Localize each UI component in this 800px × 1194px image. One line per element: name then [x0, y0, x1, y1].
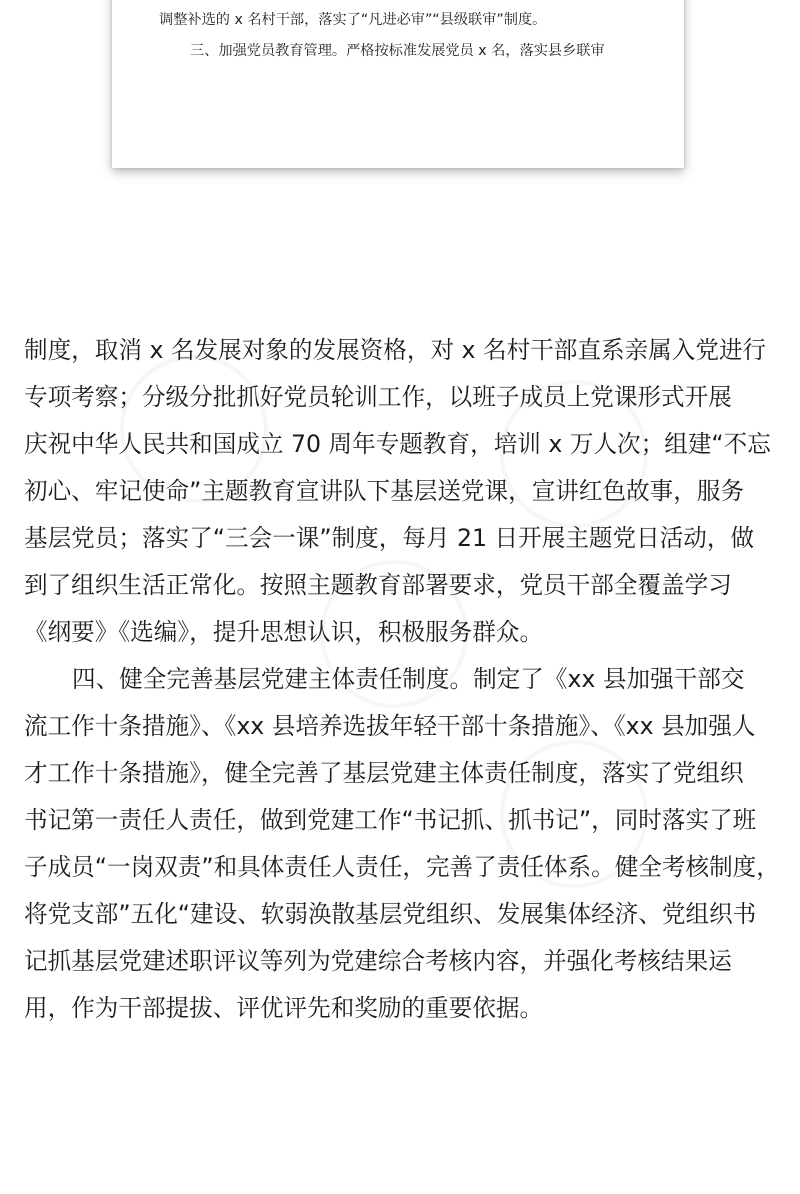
body-text-line: 用，作为干部提拔、评优评先和奖励的重要依据。	[24, 994, 544, 1022]
body-text-line: 记抓基层党建述职评议等列为党建综合考核内容，并强化考核结果运	[24, 947, 732, 975]
body-text-line: 子成员“一岗双责”和具体责任人责任，完善了责任体系。健全考核制度，	[24, 853, 780, 881]
document-body	[24, 327, 784, 1032]
body-text-line: 《纲要》《选编》，提升思想认识，积极服务群众。	[24, 618, 544, 646]
section-heading-line: 四、健全完善基层党建主体责任制度。制定了《xx 县加强干部交	[72, 665, 745, 693]
body-text-line: 基层党员；落实了“三会一课”制度，每月 21 日开展主题党日活动，做	[24, 524, 755, 552]
body-text-line: 庆祝中华人民共和国成立 70 周年专题教育，培训 x 万人次；组建“不忘	[24, 430, 771, 458]
body-text-line: 才工作十条措施》，健全完善了基层党建主体责任制度，落实了党组织	[24, 759, 744, 787]
body-text-line: 流工作十条措施》、《xx 县培养选拔年轻干部十条措施》、《xx 县加强人	[24, 712, 756, 740]
preview-section-heading-line: 三、加强党员教育管理。严格按标准发展党员 x 名，落实县乡联审	[190, 43, 605, 59]
body-text-line: 专项考察；分级分批抓好党员轮训工作，以班子成员上党课形式开展	[24, 383, 732, 411]
body-text-line: 初心、牢记使命”主题教育宣讲队下基层送党课，宣讲红色故事，服务	[24, 477, 745, 505]
body-text-line: 书记第一责任人责任，做到党建工作“书记抓、抓书记”，同时落实了班	[24, 806, 757, 834]
document-page-preview	[112, 0, 684, 168]
body-text-line: 将党支部”五化“建设、软弱涣散基层党组织、发展集体经济、党组织书	[24, 900, 757, 928]
body-text-line: 到了组织生活正常化。按照主题教育部署要求，党员干部全覆盖学习	[24, 571, 732, 599]
body-text-line: 制度，取消 x 名发展对象的发展资格，对 x 名村干部直系亲属入党进行	[24, 336, 767, 364]
preview-text-line: 调整补选的 x 名村干部，落实了“凡进必审”“县级联审”制度。	[159, 12, 547, 28]
